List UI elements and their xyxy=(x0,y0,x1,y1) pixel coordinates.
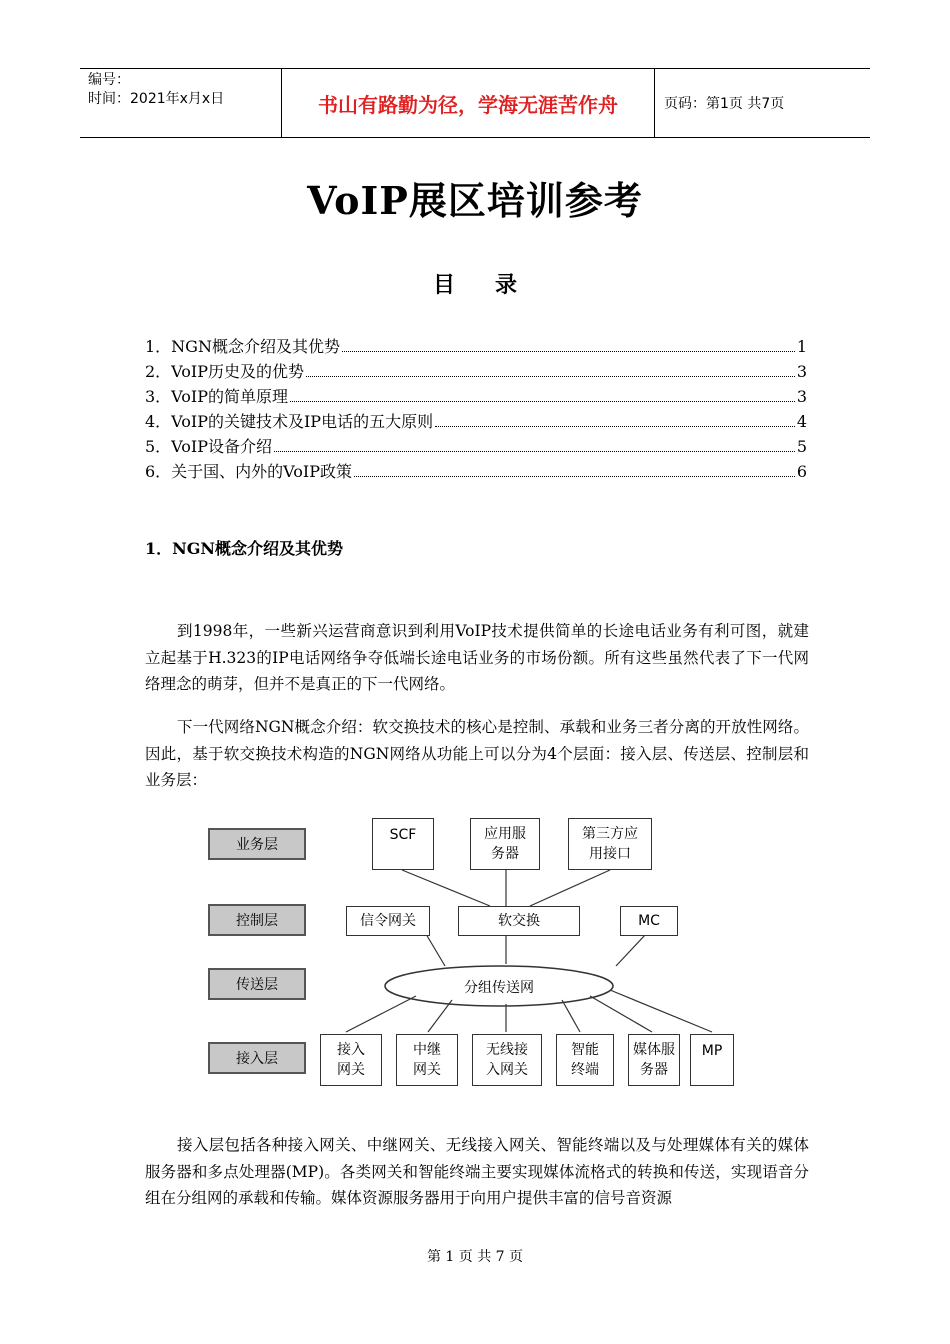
toc-item-label: 4．VoIP的关键技术及IP电话的五大原则 xyxy=(145,412,434,431)
toc-item-page: 3 xyxy=(796,387,807,406)
diagram-node-access-gateway: 接入 网关 xyxy=(320,1034,382,1086)
paragraph: 下一代网络NGN概念介绍：软交换技术的核心是控制、承载和业务三者分离的开放性网络。因此，基于软交换技术构造的NGN网络从功能上可以分为4个层面：接入层、传送层、控制层和业务层： xyxy=(145,718,809,789)
diagram-node-smart-terminal: 智能 终端 xyxy=(556,1034,614,1086)
toc-item[interactable] xyxy=(145,384,807,409)
toc-item[interactable] xyxy=(145,359,807,384)
page-footer: 第 1 页 共 7 页 xyxy=(426,1249,524,1265)
toc-item-label: 6．关于国、内外的VoIP政策 xyxy=(145,462,352,481)
section-heading: 1．NGN概念介绍及其优势 xyxy=(145,539,344,558)
toc-item[interactable] xyxy=(145,334,807,359)
toc-item-page: 3 xyxy=(796,362,807,381)
toc-item-page: 1 xyxy=(796,337,807,356)
page-header xyxy=(80,68,870,138)
toc-item-page: 4 xyxy=(796,412,807,431)
toc-item-label: 2．VoIP历史及的优势 xyxy=(145,362,304,381)
diagram-node-third-party-api: 第三方应 用接口 xyxy=(568,818,652,870)
toc-leader xyxy=(354,476,795,477)
time-label: 时间：2021年x月x日 xyxy=(88,91,225,107)
toc-leader xyxy=(290,401,795,402)
diagram-node-scf: SCF xyxy=(372,818,434,870)
toc-leader xyxy=(435,426,795,427)
ngn-architecture-diagram xyxy=(190,808,750,1104)
diagram-node-mc: MC xyxy=(620,906,678,936)
diagram-node-wireless-gateway: 无线接 入网关 xyxy=(472,1034,542,1086)
diagram-node-softswitch: 软交换 xyxy=(458,906,580,936)
paragraph: 到1998年，一些新兴运营商意识到利用VoIP技术提供简单的长途电话业务有利可图，就建立起基于H.323的IP电话网络争夺低端长途电话业务的市场份额。所有这些虽然代表了下一代网络理念的萌芽，但并不是真正的下一代网络。 xyxy=(145,622,809,693)
diagram-node-media-server: 媒体服 务器 xyxy=(628,1034,680,1086)
number-label: 编号： xyxy=(88,72,130,88)
table-of-contents xyxy=(145,334,807,484)
paragraph: 接入层包括各种接入网关、中继网关、无线接入网关、智能终端以及与处理媒体有关的媒体服务器和多点处理器(MP)。各类网关和智能终端主要实现媒体流格式的转换和传送，实现语音分组在分组网的承载和传输。媒体资源服务器用于向用户提供丰富的信号音资源 xyxy=(145,1136,809,1207)
divider xyxy=(654,69,655,137)
toc-item-label: 1．NGN概念介绍及其优势 xyxy=(145,337,340,356)
toc-leader xyxy=(342,351,795,352)
diagram-node-trunk-gateway: 中继 网关 xyxy=(396,1034,458,1086)
diagram-node-mp: MP xyxy=(690,1034,734,1086)
diagram-node-signaling-gateway: 信令网关 xyxy=(346,906,430,936)
motto: 书山有路勤为径，学海无涯苦作舟 xyxy=(318,92,618,117)
toc-title: 目录 xyxy=(432,272,557,298)
toc-item-label: 5．VoIP设备介绍 xyxy=(145,437,272,456)
toc-item[interactable] xyxy=(145,434,807,459)
header-meta xyxy=(88,71,278,109)
toc-leader xyxy=(306,376,795,377)
toc-item[interactable] xyxy=(145,459,807,484)
layer-label: 控制层 xyxy=(208,904,306,936)
layer-label: 业务层 xyxy=(208,828,306,860)
layer-label: 接入层 xyxy=(208,1042,306,1074)
document-title: VoIP展区培训参考 xyxy=(307,178,643,223)
diagram-node-packet-network: 分组传送网 xyxy=(464,980,534,996)
page-info: 页码：第1页 共7页 xyxy=(664,96,785,112)
toc-leader xyxy=(274,451,795,452)
layer-label: 传送层 xyxy=(208,968,306,1000)
toc-item[interactable] xyxy=(145,409,807,434)
toc-item-label: 3．VoIP的简单原理 xyxy=(145,387,288,406)
toc-item-page: 5 xyxy=(796,437,807,456)
toc-item-page: 6 xyxy=(796,462,807,481)
diagram-node-app-server: 应用服 务器 xyxy=(470,818,540,870)
